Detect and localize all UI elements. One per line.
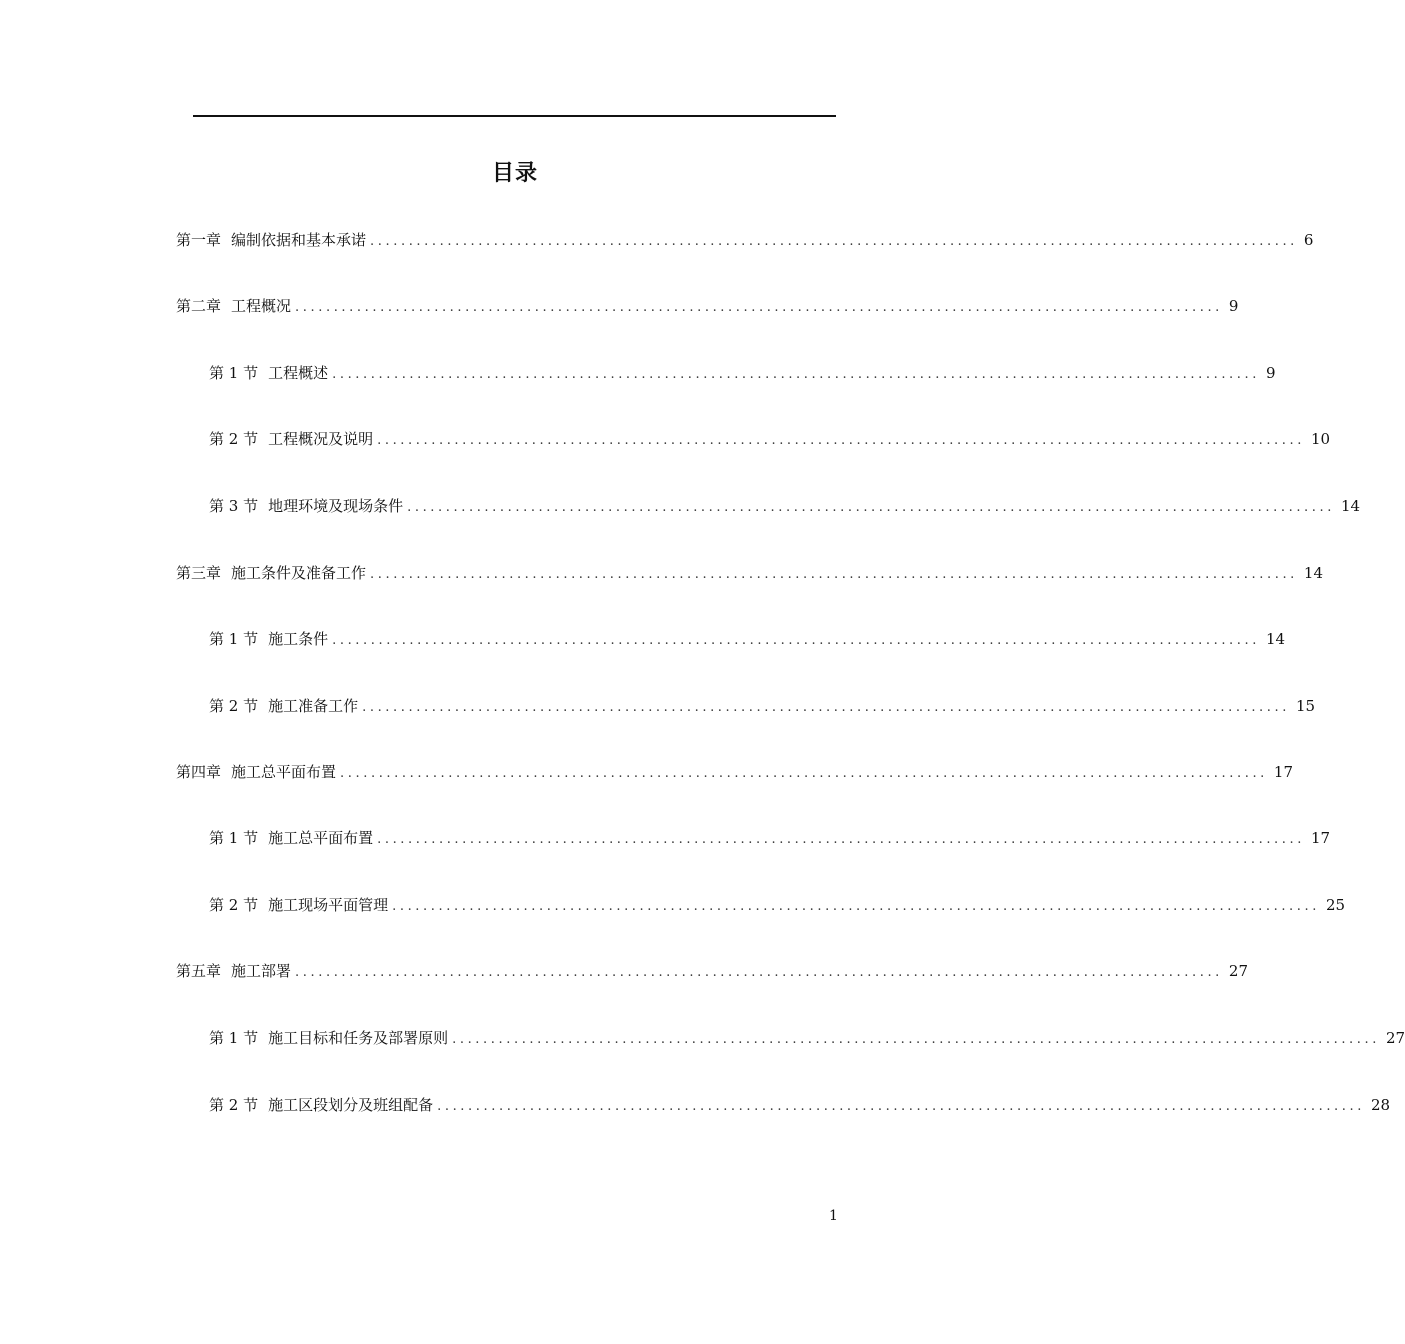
toc-entry-number: 第 2 节 bbox=[209, 697, 259, 715]
toc-leader-dots: ........................................................................................................................ bbox=[332, 367, 1260, 382]
toc-entry-title: 施工总平面布置 bbox=[231, 763, 337, 781]
toc-entry-section[interactable] bbox=[209, 1094, 1391, 1116]
toc-entry-title: 工程概况 bbox=[231, 297, 292, 315]
toc-entry-page: 9 bbox=[1228, 297, 1239, 315]
toc-entry-section[interactable] bbox=[209, 894, 1346, 916]
toc-entry-title: 工程概述 bbox=[268, 364, 329, 382]
toc-entry-section[interactable] bbox=[209, 827, 1331, 849]
toc-entry-page: 9 bbox=[1266, 364, 1276, 382]
toc-leader-dots: ........................................................................................................................ bbox=[370, 234, 1298, 249]
toc-entry-page: 17 bbox=[1311, 829, 1331, 847]
toc-entry-title: 地理环境及现场条件 bbox=[268, 497, 404, 515]
toc-entry-page: 27 bbox=[1228, 962, 1249, 980]
toc-leader-dots: ........................................................................................................................ bbox=[370, 567, 1298, 582]
toc-entry-title: 施工条件 bbox=[268, 630, 329, 648]
toc-entry-number: 第 1 节 bbox=[209, 829, 259, 847]
toc-entry-number: 第三章 bbox=[176, 564, 222, 582]
toc-leader-dots: ........................................................................................................................ bbox=[377, 433, 1305, 448]
toc-entry-title: 施工目标和任务及部署原则 bbox=[268, 1029, 449, 1047]
toc-entry-page: 27 bbox=[1386, 1029, 1405, 1047]
toc-entry-section[interactable] bbox=[209, 628, 1286, 650]
toc-entry-chapter[interactable] bbox=[176, 562, 1324, 584]
toc-entry-page: 10 bbox=[1311, 430, 1331, 448]
toc-entry-chapter[interactable] bbox=[176, 960, 1249, 982]
toc-leader-dots: ........................................................................................................................ bbox=[295, 300, 1223, 315]
toc-entry-page: 14 bbox=[1341, 497, 1361, 515]
toc-entry-number: 第四章 bbox=[176, 763, 222, 781]
toc-entry-title: 施工总平面布置 bbox=[268, 829, 374, 847]
toc-entry-title: 施工部署 bbox=[231, 962, 292, 980]
toc-entry-page: 28 bbox=[1371, 1096, 1391, 1114]
toc-entry-number: 第二章 bbox=[176, 297, 222, 315]
toc-entry-title: 施工现场平面管理 bbox=[268, 896, 389, 914]
toc-entry-title: 施工条件及准备工作 bbox=[231, 564, 367, 582]
toc-entry-section[interactable] bbox=[209, 362, 1276, 384]
toc-entry-page: 25 bbox=[1326, 896, 1346, 914]
toc-leader-dots: ........................................................................................................................ bbox=[392, 899, 1320, 914]
toc-entry-number: 第 2 节 bbox=[209, 430, 259, 448]
toc-entry-number: 第 1 节 bbox=[209, 1029, 259, 1047]
toc-entry-number: 第 1 节 bbox=[209, 630, 259, 648]
page-title: 目录 bbox=[491, 161, 538, 186]
toc-entry-page: 17 bbox=[1273, 763, 1294, 781]
toc-entry-section[interactable] bbox=[209, 695, 1316, 717]
toc-leader-dots: ........................................................................................................................ bbox=[452, 1032, 1380, 1047]
toc-leader-dots: ........................................................................................................................ bbox=[332, 633, 1260, 648]
toc-entry-number: 第 2 节 bbox=[209, 1096, 259, 1114]
toc-entry-number: 第 3 节 bbox=[209, 497, 259, 515]
toc-entry-title: 工程概况及说明 bbox=[268, 430, 374, 448]
toc-entry-number: 第 2 节 bbox=[209, 896, 259, 914]
toc-entry-title: 施工准备工作 bbox=[268, 697, 359, 715]
toc-entry-section[interactable] bbox=[209, 1027, 1405, 1049]
page-number: 1 bbox=[829, 1208, 838, 1224]
toc-entry-number: 第五章 bbox=[176, 962, 222, 980]
toc-entry-chapter[interactable] bbox=[176, 295, 1239, 317]
toc-entry-title: 施工区段划分及班组配备 bbox=[268, 1096, 434, 1114]
toc-entry-page: 15 bbox=[1296, 697, 1316, 715]
toc-leader-dots: ........................................................................................................................ bbox=[407, 500, 1335, 515]
toc-entry-number: 第一章 bbox=[176, 231, 222, 249]
toc-entry-page: 14 bbox=[1303, 564, 1324, 582]
toc-leader-dots: ........................................................................................................................ bbox=[340, 766, 1268, 781]
toc-entry-page: 14 bbox=[1266, 630, 1286, 648]
toc-entry-number: 第 1 节 bbox=[209, 364, 259, 382]
toc-leader-dots: ........................................................................................................................ bbox=[437, 1099, 1365, 1114]
toc-entry-title: 编制依据和基本承诺 bbox=[231, 231, 367, 249]
toc-entry-chapter[interactable] bbox=[176, 761, 1294, 783]
toc-entry-chapter[interactable] bbox=[176, 229, 1314, 251]
toc-entry-section[interactable] bbox=[209, 495, 1361, 517]
toc-leader-dots: ........................................................................................................................ bbox=[362, 700, 1290, 715]
toc-entry-page: 6 bbox=[1303, 231, 1314, 249]
toc-leader-dots: ........................................................................................................................ bbox=[295, 965, 1223, 980]
toc-leader-dots: ........................................................................................................................ bbox=[377, 832, 1305, 847]
toc-entry-section[interactable] bbox=[209, 428, 1331, 450]
